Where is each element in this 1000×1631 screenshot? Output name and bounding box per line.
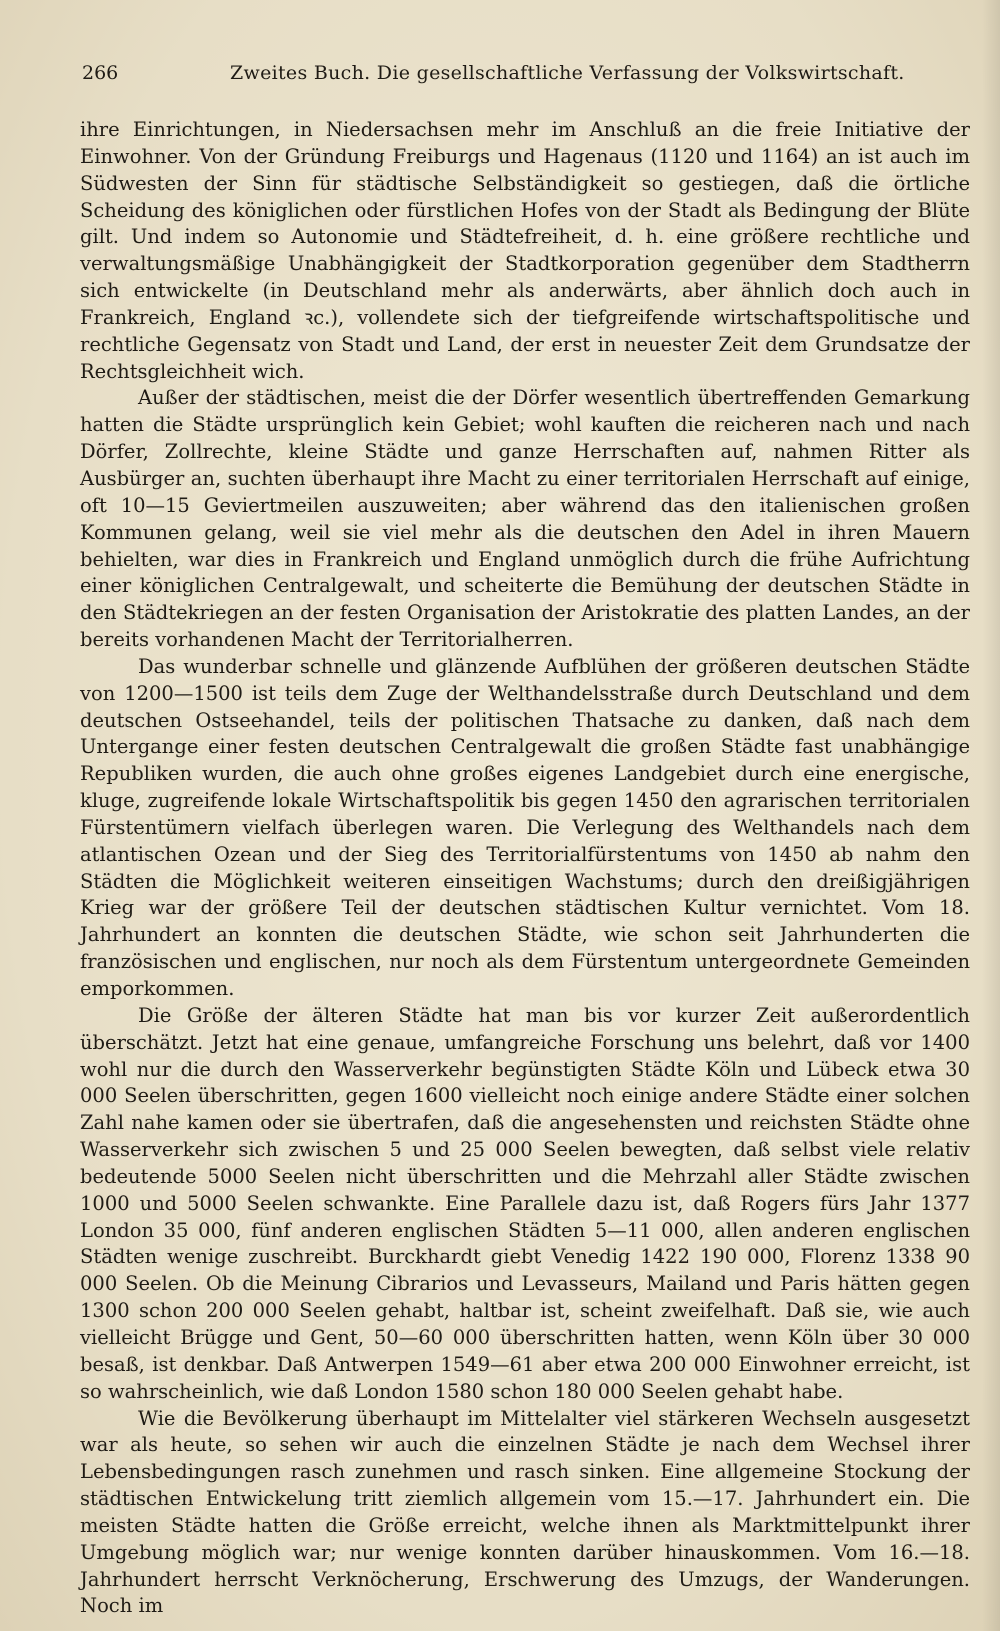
paragraph-5: Wie die Bevölkerung überhaupt im Mittelalter viel stärkeren Wechseln ausgesetzt war als heute, so sehen wir auch die einzelnen Städte je nach dem Wechsel ihrer Lebensbedingungen rasch zunehmen und rasch sinken. Eine allgemeine Stockung der städtischen Entwickelung tritt ziemlich allgemein vom 15.—17. Jahrhundert ein. Die meisten Städte hatten die Größe erreicht, welche ihnen als Marktmittelpunkt ihrer Umgebung möglich war; nur wenige konnten darüber hinauskommen. Vom 16.—18. Jahrhundert herrscht Verknöcherung, Erschwerung des Umzugs, der Wanderungen. Noch im [80, 1406, 970, 1618]
paragraph-2: Außer der städtischen, meist die der Dörfer wesentlich übertreffenden Gemarkung hatten die Städte ursprünglich kein Gebiet; wohl kauften die reicheren nach und nach Dörfer, Zollrechte, kleine Städte und ganze Herrschaften auf, nahmen Ritter als Ausbürger an, suchten überhaupt ihre Macht zu einer territorialen Herrschaft auf einige, oft 10—15 Geviertmeilen auszuweiten; aber während das den italienischen großen Kommunen gelang, weil sie viel mehr als die deutschen den Adel in ihren Mauern behielten, war dies in Frankreich und England unmöglich durch die frühe Aufrichtung einer königlichen Centralgewalt, und scheiterte die Bemühung der deutschen Städte in den Städtekriegen an der festen Organisation der Aristokratie des platten Landes, an der bereits vorhandenen Macht der Territorialherren. [80, 386, 970, 652]
page-number: 266 [82, 62, 119, 84]
page-header [82, 62, 978, 92]
paragraph-1: ihre Einrichtungen, in Niedersachsen mehr im Anschluß an die freie Initiative der Einwohner. Von der Gründung Freiburgs und Hagenaus (1120 und 1164) an ist auch im Südwesten der Sinn für städtische Selbständigkeit so gestiegen, daß die örtliche Scheidung des königlichen oder fürstlichen Hofes von der Stadt als Bedingung der Blüte gilt. Und indem so Autonomie und Städtefreiheit, d. h. eine größere rechtliche und verwaltungsmäßige Unabhängigkeit der Stadtkorporation gegenüber dem Stadtherrn sich entwickelte (in Deutschland mehr als anderwärts, aber ähnlich doch auch in Frankreich, England ꝛc.), vollendete sich der tiefgreifende wirtschaftspolitische und rechtliche Gegensatz von Stadt und Land, der erst in neuester Zeit dem Grundsatze der Rechtsgleichheit wich. [80, 118, 970, 383]
page-edge-shadow [982, 0, 1000, 1631]
running-head: Zweites Buch. Die gesellschaftliche Verfassung der Volkswirtschaft. [230, 62, 905, 84]
paragraph-4: Die Größe der älteren Städte hat man bis vor kurzer Zeit außerordentlich überschätzt. Jetzt hat eine genaue, umfangreiche Forschung uns belehrt, daß vor 1400 wohl nur die durch den Wasserverkehr begünstigten Städte Köln und Lübeck etwa 30 000 Seelen überschritten, gegen 1600 vielleicht noch einige andere Städte einer solchen Zahl nahe kamen oder sie übertrafen, daß die angesehensten und reichsten Städte ohne Wasserverkehr sich zwischen 5 und 25 000 Seelen bewegten, daß selbst viele relativ bedeutende 5000 Seelen nicht überschritten und die Mehrzahl aller Städte zwischen 1000 und 5000 Seelen schwankte. Eine Parallele dazu ist, daß Rogers fürs Jahr 1377 London 35 000, fünf anderen englischen Städten 5—11 000, allen anderen englischen Städten wenige zuschreibt. Burckhardt giebt Venedig 1422 190 000, Florenz 1338 90 000 Seelen. Ob die Meinung Cibrarios und Levasseurs, Mailand und Paris hätten gegen 1300 schon 200 000 Seelen gehabt, haltbar ist, scheint zweifelhaft. Daß sie, wie auch vielleicht Brügge und Gent, 50—60 000 überschritten hatten, wenn Köln über 30 000 besaß, ist denkbar. Daß Antwerpen 1549—61 aber etwa 200 000 Einwohner erreicht, ist so wahrscheinlich, wie daß London 1580 schon 180 000 Seelen gehabt habe. [80, 1003, 970, 1403]
body-text [80, 117, 970, 1620]
paragraph-3: Das wunderbar schnelle und glänzende Aufblühen der größeren deutschen Städte von 1200—1500 ist teils dem Zuge der Welthandelsstraße durch Deutschland und dem deutschen Ostseehandel, teils der politischen Thatsache zu danken, daß nach dem Untergange einer festen deutschen Centralgewalt die großen Städte fast unabhängige Republiken wurden, die auch ohne großes eigenes Landgebiet durch eine energische, kluge, zugreifende lokale Wirtschaftspolitik bis gegen 1450 den agrarischen territorialen Fürstentümern vielfach überlegen waren. Die Verlegung des Welthandels nach dem atlantischen Ozean und der Sieg des Territorialfürstentums von 1450 ab nahm den Städten die Möglichkeit weiteren einseitigen Wachstums; durch den dreißigjährigen Krieg war der größere Teil der deutschen städtischen Kultur vernichtet. Vom 18. Jahrhundert an konnten die deutschen Städte, wie schon seit Jahrhunderten die französischen und englischen, nur noch als dem Fürstentum untergeordnete Gemeinden emporkommen. [80, 654, 970, 1000]
